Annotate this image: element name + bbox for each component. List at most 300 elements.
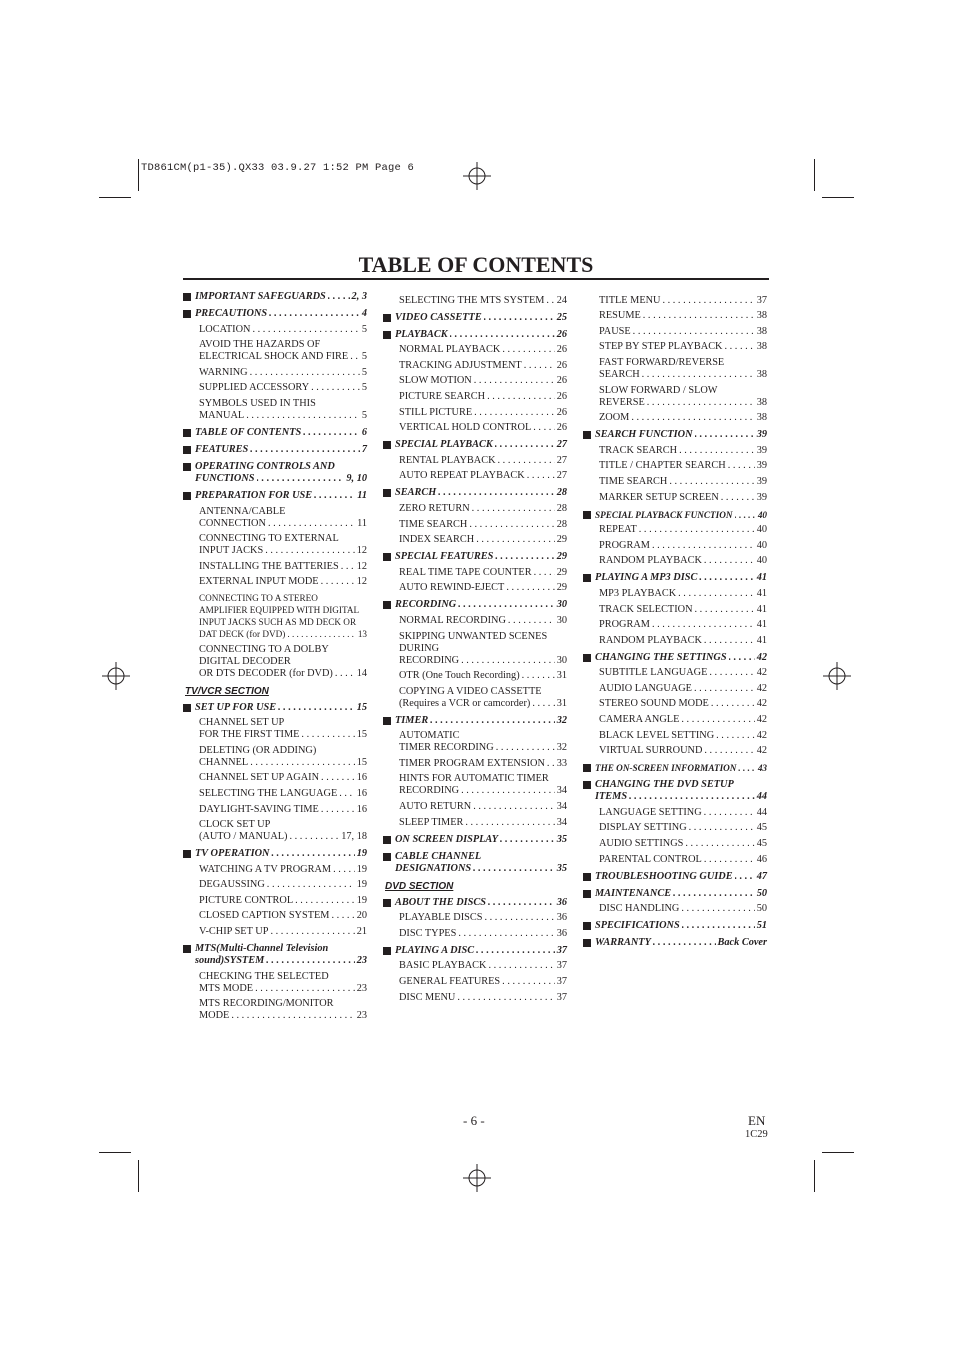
toc-entry bbox=[583, 903, 767, 915]
toc-entry-label: TIMER PROGRAM EXTENSION bbox=[399, 757, 545, 769]
leader-dots bbox=[321, 772, 355, 784]
toc-heading-line bbox=[195, 444, 367, 456]
leader-dots bbox=[257, 473, 345, 485]
toc-entry-page: 11 bbox=[357, 517, 367, 529]
toc-entry bbox=[383, 615, 567, 627]
toc-entry-label: BASIC PLAYBACK bbox=[399, 960, 487, 972]
toc-heading-label: FUNCTIONS bbox=[195, 472, 255, 484]
toc-entry-line bbox=[599, 397, 767, 409]
toc-entry-label: SEARCH bbox=[599, 368, 640, 380]
toc-entry-label: PICTURE CONTROL bbox=[199, 894, 294, 906]
leader-dots bbox=[266, 955, 354, 967]
toc-entry-page: 26 bbox=[556, 422, 567, 434]
toc-entry bbox=[183, 576, 367, 588]
toc-entry bbox=[183, 879, 367, 891]
toc-entry-label: DURING bbox=[399, 642, 440, 654]
toc-entry-line bbox=[399, 785, 567, 797]
leader-dots bbox=[735, 871, 755, 883]
toc-entry-line bbox=[399, 928, 567, 940]
page-number: - 6 - bbox=[463, 1113, 485, 1128]
toc-entry-label: PROGRAM bbox=[599, 619, 650, 631]
toc-heading-line bbox=[395, 312, 567, 324]
toc-entry-label: HINTS FOR AUTOMATIC TIMER bbox=[399, 773, 549, 785]
toc-entry bbox=[383, 534, 567, 546]
toc-entry bbox=[383, 455, 567, 467]
toc-entry-label: DISC TYPES bbox=[399, 927, 457, 939]
toc-heading bbox=[383, 487, 567, 499]
toc-entry-page: 50 bbox=[756, 903, 767, 915]
toc-entry-label: INSTALLING THE BATTERIES bbox=[199, 560, 339, 572]
toc-entry-label: ELECTRICAL SHOCK AND FIRE bbox=[199, 351, 349, 363]
leader-dots bbox=[341, 561, 355, 573]
toc-entry-line bbox=[399, 375, 567, 387]
toc-entry-page: 15 bbox=[356, 729, 367, 741]
toc-heading-line bbox=[595, 888, 767, 900]
toc-entry-page: 39 bbox=[756, 460, 767, 472]
section-divider: TV/VCR SECTION bbox=[185, 685, 269, 697]
toc-entry-label: AUTOMATIC bbox=[399, 730, 460, 742]
toc-entry-label: TIME SEARCH bbox=[399, 518, 468, 530]
toc-heading bbox=[383, 329, 567, 341]
square-bullet-icon bbox=[583, 781, 591, 789]
toc-entry-page: 40 bbox=[756, 524, 767, 536]
section-divider: DVD SECTION bbox=[385, 880, 454, 892]
toc-heading-line bbox=[195, 291, 367, 303]
toc-section bbox=[383, 312, 567, 324]
toc-section bbox=[383, 834, 567, 846]
toc-section bbox=[583, 572, 767, 646]
toc-entry-label: PROGRAM bbox=[599, 539, 650, 551]
toc-entry-page: 38 bbox=[756, 341, 767, 353]
toc-entry-line bbox=[199, 926, 367, 938]
leader-dots bbox=[738, 762, 755, 774]
toc-heading-label: PRECAUTIONS bbox=[195, 308, 268, 319]
toc-entry bbox=[183, 644, 367, 680]
toc-entry-page: 30 bbox=[556, 654, 567, 666]
toc-entry-page: 16 bbox=[356, 787, 367, 799]
toc-entry-line bbox=[599, 445, 767, 457]
toc-entry bbox=[183, 398, 367, 422]
toc-heading-label: RECORDING bbox=[395, 599, 457, 611]
toc-entry bbox=[383, 344, 567, 356]
leader-dots bbox=[694, 683, 755, 695]
toc-entry-line bbox=[399, 742, 567, 754]
square-bullet-icon bbox=[183, 310, 191, 318]
square-bullet-icon bbox=[383, 489, 391, 497]
toc-entry-page: 45 bbox=[756, 822, 767, 834]
leader-dots bbox=[721, 492, 755, 504]
toc-entry-label: DAYLIGHT-SAVING TIME bbox=[199, 803, 319, 815]
toc-heading-page: 36 bbox=[556, 896, 567, 908]
toc-entry-page: 36 bbox=[556, 912, 567, 924]
leader-dots bbox=[474, 407, 555, 419]
toc-heading bbox=[383, 945, 567, 957]
square-bullet-icon bbox=[583, 574, 591, 582]
toc-entry bbox=[383, 422, 567, 434]
toc-entry bbox=[383, 758, 567, 770]
toc-heading bbox=[183, 490, 367, 502]
toc-section bbox=[383, 599, 567, 709]
toc-entry bbox=[583, 326, 767, 338]
toc-entry-label: MTS RECORDING/MONITOR bbox=[199, 998, 334, 1010]
toc-entry-line bbox=[399, 567, 567, 579]
title-rule bbox=[183, 278, 769, 280]
toc-heading-label: CHANGING THE SETTINGS bbox=[595, 651, 727, 663]
toc-entry-label: RANDOM PLAYBACK bbox=[599, 634, 702, 646]
leader-dots bbox=[287, 628, 355, 640]
toc-entry bbox=[383, 375, 567, 387]
toc-entry-page: 16 bbox=[356, 803, 367, 815]
toc-section bbox=[383, 945, 567, 1004]
leader-dots bbox=[711, 698, 755, 710]
square-bullet-icon bbox=[383, 441, 391, 449]
print-slug: TD861CM(p1-35).QX33 03.9.27 1:52 PM Page 6 bbox=[141, 162, 415, 174]
crop-mark bbox=[814, 1160, 815, 1192]
leader-dots bbox=[704, 807, 755, 819]
toc-entry-label: INDEX SEARCH bbox=[399, 534, 475, 546]
toc-heading-page: 35 bbox=[556, 833, 567, 845]
toc-section bbox=[183, 308, 367, 422]
toc-entry-label: INPUT JACKS bbox=[199, 545, 264, 557]
toc-entry bbox=[583, 460, 767, 472]
toc-heading-page: 43 bbox=[757, 763, 767, 774]
toc-entry bbox=[383, 391, 567, 403]
toc-entry-label: DIGITAL DECODER bbox=[199, 655, 291, 667]
toc-entry-label: SKIPPING UNWANTED SCENES bbox=[399, 630, 548, 642]
toc-entry bbox=[583, 357, 767, 381]
toc-entry-line bbox=[599, 714, 767, 726]
toc-entry-label: CHANNEL SET UP AGAIN bbox=[199, 772, 320, 784]
toc-entry bbox=[383, 503, 567, 515]
leader-dots bbox=[250, 367, 360, 379]
leader-dots bbox=[484, 912, 554, 924]
toc-entry bbox=[583, 698, 767, 710]
toc-entry-label: MARKER SETUP SCREEN bbox=[599, 491, 719, 503]
toc-entry bbox=[183, 788, 367, 800]
toc-entry-page: 26 bbox=[556, 359, 567, 371]
leader-dots bbox=[488, 960, 554, 972]
toc-section bbox=[383, 295, 567, 307]
toc-entry bbox=[583, 555, 767, 567]
toc-section bbox=[583, 920, 767, 932]
toc-heading-label: MTS(Multi-Channel Television bbox=[195, 943, 329, 955]
leader-dots bbox=[524, 360, 555, 372]
toc-entry-label: DISC MENU bbox=[399, 991, 456, 1003]
toc-entry-line bbox=[599, 310, 767, 322]
toc-entry-page: 34 bbox=[556, 801, 567, 813]
toc-section bbox=[583, 762, 767, 774]
toc-heading bbox=[383, 834, 567, 846]
toc-entry-page: 5 bbox=[361, 351, 367, 363]
toc-entry-page: 37 bbox=[556, 960, 567, 972]
crop-mark bbox=[99, 197, 131, 198]
toc-heading-page: 2, 3 bbox=[351, 291, 367, 302]
toc-section bbox=[583, 429, 767, 503]
toc-entry bbox=[383, 407, 567, 419]
leader-dots bbox=[735, 509, 756, 521]
toc-entry-page: 42 bbox=[756, 667, 767, 679]
toc-entry-label: FOR THE FIRST TIME bbox=[199, 729, 300, 741]
toc-entry-line bbox=[199, 324, 367, 336]
toc-entry-line bbox=[599, 822, 767, 834]
toc-entry-label: WATCHING A TV PROGRAM bbox=[199, 863, 332, 875]
toc-entry bbox=[583, 604, 767, 616]
toc-entry-label: LOCATION bbox=[199, 323, 251, 335]
toc-heading-page: 30 bbox=[556, 599, 567, 611]
toc-entry-label: AUTO REWIND-EJECT bbox=[399, 582, 505, 594]
square-bullet-icon bbox=[383, 553, 391, 561]
toc-entry-label: AUDIO SETTINGS bbox=[599, 838, 684, 850]
toc-entry-page: 12 bbox=[356, 560, 367, 572]
toc-entry-page: 38 bbox=[756, 310, 767, 322]
toc-entry-label: DELETING (OR ADDING) bbox=[199, 744, 317, 756]
leader-dots bbox=[506, 582, 554, 594]
toc-heading-page: 11 bbox=[357, 489, 367, 501]
toc-entry bbox=[583, 854, 767, 866]
toc-entry bbox=[583, 445, 767, 457]
toc-entry-line bbox=[599, 295, 767, 307]
toc-entry bbox=[183, 324, 367, 336]
square-bullet-icon bbox=[383, 331, 391, 339]
toc-entry-page: 29 bbox=[556, 566, 567, 578]
toc-entry-line bbox=[599, 903, 767, 915]
leader-dots bbox=[704, 635, 755, 647]
toc-entry-line bbox=[199, 1010, 367, 1022]
square-bullet-icon bbox=[583, 890, 591, 898]
toc-entry-line bbox=[399, 344, 567, 356]
toc-entry-label: MP3 PLAYBACK bbox=[599, 587, 677, 599]
square-bullet-icon bbox=[583, 764, 591, 772]
toc-heading-line bbox=[195, 490, 367, 502]
toc-section bbox=[583, 295, 767, 425]
toc-entry-line bbox=[199, 910, 367, 922]
toc-entry-label: INPUT JACKS SUCH AS MD DECK OR bbox=[199, 616, 357, 627]
leader-dots bbox=[709, 667, 754, 679]
toc-entry bbox=[183, 971, 367, 995]
crop-mark bbox=[138, 159, 139, 191]
toc-entry-page: 27 bbox=[556, 470, 567, 482]
leader-dots bbox=[476, 945, 555, 957]
toc-entry bbox=[583, 838, 767, 850]
toc-entry-line bbox=[599, 412, 767, 424]
leader-dots bbox=[716, 730, 755, 742]
toc-heading bbox=[183, 291, 367, 303]
toc-section bbox=[583, 652, 767, 758]
toc-entry-line bbox=[599, 667, 767, 679]
toc-entry-line bbox=[599, 854, 767, 866]
toc-entry-label: CLOSED CAPTION SYSTEM bbox=[199, 910, 330, 922]
toc-entry-line bbox=[599, 369, 767, 381]
toc-entry-line bbox=[599, 730, 767, 742]
toc-heading-label: CABLE CHANNEL bbox=[395, 850, 482, 862]
leader-dots bbox=[681, 714, 754, 726]
toc-entry-line bbox=[199, 628, 367, 640]
toc-entry-page: 41 bbox=[756, 587, 767, 599]
toc-entry bbox=[383, 470, 567, 482]
toc-entry bbox=[583, 822, 767, 834]
toc-entry-line bbox=[199, 983, 367, 995]
toc-entry-page: 46 bbox=[756, 853, 767, 865]
leader-dots bbox=[629, 791, 755, 803]
toc-entry-label: RESUME bbox=[599, 310, 641, 322]
toc-entry-label: STEREO SOUND MODE bbox=[599, 698, 709, 710]
toc-entry-line bbox=[399, 295, 567, 307]
leader-dots bbox=[476, 534, 554, 546]
toc-entry-page: 30 bbox=[556, 614, 567, 626]
toc-entry-page: 21 bbox=[356, 926, 367, 938]
toc-heading-page: 41 bbox=[756, 572, 767, 584]
toc-heading bbox=[383, 599, 567, 611]
toc-heading-page: 9, 10 bbox=[346, 472, 367, 484]
toc-entry bbox=[383, 976, 567, 988]
toc-section bbox=[583, 871, 767, 883]
toc-heading-line bbox=[595, 937, 767, 949]
toc-entry-line bbox=[399, 422, 567, 434]
toc-entry bbox=[183, 926, 367, 938]
toc-entry-page: 26 bbox=[556, 344, 567, 356]
toc-entry-line bbox=[599, 460, 767, 472]
toc-heading-page: Back Cover bbox=[717, 937, 767, 949]
toc-heading-line bbox=[395, 834, 567, 846]
toc-heading-page: 40 bbox=[757, 509, 767, 520]
toc-entry-page: 19 bbox=[356, 894, 367, 906]
toc-entry-label: PICTURE SEARCH bbox=[399, 390, 486, 402]
leader-dots bbox=[652, 540, 755, 552]
toc-entry-page: 37 bbox=[556, 976, 567, 988]
toc-entry-label: DISC HANDLING bbox=[599, 903, 680, 915]
leader-dots bbox=[335, 668, 355, 680]
leader-dots bbox=[252, 324, 359, 336]
toc-entry-label: COPYING A VIDEO CASSETTE bbox=[399, 685, 542, 697]
toc-entry-label: CHECKING THE SELECTED bbox=[199, 970, 329, 982]
toc-heading bbox=[383, 851, 567, 875]
toc-entry bbox=[183, 864, 367, 876]
toc-entry-page: 42 bbox=[756, 729, 767, 741]
leader-dots bbox=[699, 572, 754, 584]
toc-entry-label: FAST FORWARD/REVERSE bbox=[599, 356, 725, 368]
crop-mark bbox=[814, 159, 815, 191]
toc-heading-label: PLAYING A MP3 DISC bbox=[595, 572, 698, 584]
square-bullet-icon bbox=[383, 836, 391, 844]
leader-dots bbox=[473, 801, 555, 813]
toc-entry-line bbox=[399, 976, 567, 988]
toc-entry-label: BLACK LEVEL SETTING bbox=[599, 729, 715, 741]
toc-entry-label: NORMAL RECORDING bbox=[399, 614, 506, 626]
leader-dots bbox=[631, 412, 754, 424]
toc-heading-line bbox=[595, 429, 767, 441]
square-bullet-icon bbox=[583, 431, 591, 439]
toc-entry-page: 38 bbox=[756, 325, 767, 337]
square-bullet-icon bbox=[183, 429, 191, 437]
toc-entry-line bbox=[399, 470, 567, 482]
toc-entry-line bbox=[399, 960, 567, 972]
square-bullet-icon bbox=[183, 850, 191, 858]
toc-section bbox=[383, 851, 567, 875]
toc-heading-label: SPECIAL PLAYBACK FUNCTION bbox=[595, 509, 733, 520]
leader-dots bbox=[534, 567, 555, 579]
toc-entry-page: 42 bbox=[756, 714, 767, 726]
toc-entry bbox=[583, 492, 767, 504]
toc-heading-label: PLAYBACK bbox=[395, 328, 448, 340]
toc-heading bbox=[583, 762, 767, 774]
toc-heading-label: SPECIAL PLAYBACK bbox=[395, 439, 493, 451]
toc-entry-page: 37 bbox=[756, 294, 767, 306]
leader-dots bbox=[472, 503, 555, 515]
toc-entry-line bbox=[399, 455, 567, 467]
toc-entry-page: 31 bbox=[556, 697, 567, 709]
toc-entry-page: 27 bbox=[556, 454, 567, 466]
toc-entry bbox=[383, 519, 567, 531]
toc-entry-label: TITLE / CHAPTER SEARCH bbox=[599, 460, 726, 472]
toc-entry-page: 40 bbox=[756, 539, 767, 551]
toc-entry-page: 5 bbox=[361, 409, 367, 421]
toc-entry-label: ANTENNA/CABLE bbox=[199, 505, 286, 517]
toc-entry-line bbox=[199, 879, 367, 891]
toc-heading bbox=[183, 444, 367, 456]
toc-entry-page: 31 bbox=[556, 670, 567, 682]
square-bullet-icon bbox=[383, 853, 391, 861]
leader-dots bbox=[473, 863, 555, 875]
square-bullet-icon bbox=[383, 947, 391, 955]
leader-dots bbox=[267, 879, 355, 891]
toc-entry bbox=[383, 960, 567, 972]
leader-dots bbox=[246, 410, 360, 422]
leader-dots bbox=[231, 1010, 354, 1022]
leader-dots bbox=[495, 551, 554, 563]
toc-section bbox=[383, 715, 567, 829]
leader-dots bbox=[689, 822, 755, 834]
toc-heading-label: SPECIFICATIONS bbox=[595, 920, 680, 932]
toc-heading-line bbox=[595, 572, 767, 584]
leader-dots bbox=[695, 604, 755, 616]
registration-mark-icon bbox=[463, 1164, 491, 1192]
toc-entry-label: PAUSE bbox=[599, 325, 631, 337]
toc-entry-line bbox=[199, 668, 367, 680]
leader-dots bbox=[270, 926, 354, 938]
square-bullet-icon bbox=[183, 463, 191, 471]
toc-heading-label: ON SCREEN DISPLAY bbox=[395, 833, 498, 845]
toc-entry bbox=[383, 992, 567, 1004]
toc-entry-line bbox=[399, 670, 567, 682]
toc-heading-page: 6 bbox=[361, 426, 367, 438]
toc-entry-line bbox=[399, 519, 567, 531]
toc-entry bbox=[583, 619, 767, 631]
toc-entry-page: 23 bbox=[356, 1010, 367, 1022]
leader-dots bbox=[647, 397, 755, 409]
leader-dots bbox=[496, 742, 555, 754]
leader-dots bbox=[704, 555, 755, 567]
toc-entry bbox=[583, 714, 767, 726]
toc-entry-line bbox=[599, 635, 767, 647]
toc-entry bbox=[583, 385, 767, 409]
toc-entry-label: SLEEP TIMER bbox=[399, 816, 464, 828]
toc-entry-page: 12 bbox=[356, 576, 367, 588]
toc-section bbox=[583, 779, 767, 865]
toc-entry-line bbox=[199, 351, 367, 363]
toc-entry bbox=[383, 912, 567, 924]
square-bullet-icon bbox=[183, 945, 191, 953]
toc-heading-line bbox=[595, 509, 767, 521]
toc-entry bbox=[183, 819, 367, 843]
toc-heading-page: 50 bbox=[756, 887, 767, 899]
toc-entry-label: CONNECTION bbox=[199, 517, 266, 529]
toc-heading-label: WARRANTY bbox=[595, 937, 651, 949]
toc-heading bbox=[583, 652, 767, 664]
toc-entry-label: CHANNEL bbox=[199, 756, 249, 768]
toc-entry-label: RECORDING bbox=[399, 654, 460, 666]
toc-entry bbox=[383, 817, 567, 829]
toc-entry-label: AUDIO LANGUAGE bbox=[599, 682, 692, 694]
